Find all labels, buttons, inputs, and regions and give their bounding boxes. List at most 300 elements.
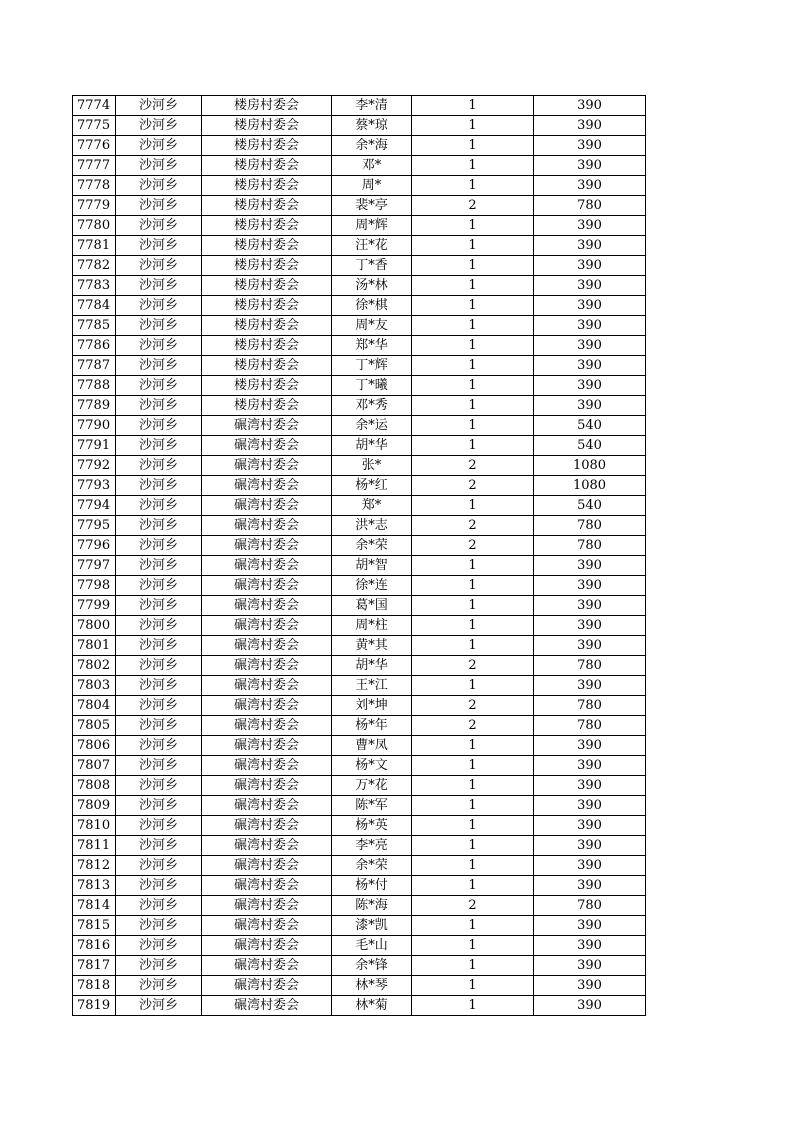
cell-township: 沙河乡 (116, 196, 202, 216)
cell-township: 沙河乡 (116, 276, 202, 296)
cell-township: 沙河乡 (116, 996, 202, 1016)
cell-amount: 390 (534, 556, 646, 576)
cell-township: 沙河乡 (116, 796, 202, 816)
cell-township: 沙河乡 (116, 296, 202, 316)
cell-township: 沙河乡 (116, 956, 202, 976)
cell-count: 2 (412, 476, 534, 496)
cell-name: 汤*林 (332, 276, 412, 296)
cell-count: 1 (412, 216, 534, 236)
cell-serial: 7792 (73, 456, 116, 476)
cell-serial: 7781 (73, 236, 116, 256)
cell-village: 碾湾村委会 (202, 876, 332, 896)
cell-township: 沙河乡 (116, 596, 202, 616)
cell-township: 沙河乡 (116, 256, 202, 276)
cell-village: 楼房村委会 (202, 296, 332, 316)
cell-name: 丁*辉 (332, 356, 412, 376)
cell-village: 碾湾村委会 (202, 696, 332, 716)
cell-name: 杨*年 (332, 716, 412, 736)
cell-village: 碾湾村委会 (202, 936, 332, 956)
cell-amount: 780 (534, 656, 646, 676)
cell-amount: 390 (534, 276, 646, 296)
cell-count: 1 (412, 596, 534, 616)
cell-serial: 7791 (73, 436, 116, 456)
cell-serial: 7797 (73, 556, 116, 576)
cell-name: 郑*华 (332, 336, 412, 356)
cell-village: 楼房村委会 (202, 316, 332, 336)
cell-amount: 390 (534, 756, 646, 776)
cell-village: 碾湾村委会 (202, 456, 332, 476)
cell-serial: 7795 (73, 516, 116, 536)
data-table (72, 95, 646, 1016)
cell-township: 沙河乡 (116, 776, 202, 796)
cell-amount: 540 (534, 436, 646, 456)
cell-village: 碾湾村委会 (202, 676, 332, 696)
cell-village: 碾湾村委会 (202, 856, 332, 876)
cell-township: 沙河乡 (116, 396, 202, 416)
table-row (73, 236, 646, 256)
cell-count: 1 (412, 636, 534, 656)
cell-serial: 7814 (73, 896, 116, 916)
table-row (73, 876, 646, 896)
cell-amount: 390 (534, 736, 646, 756)
table-row (73, 476, 646, 496)
cell-village: 楼房村委会 (202, 176, 332, 196)
cell-village: 碾湾村委会 (202, 516, 332, 536)
cell-amount: 390 (534, 216, 646, 236)
cell-village: 楼房村委会 (202, 236, 332, 256)
table-body (73, 96, 646, 1016)
cell-count: 1 (412, 976, 534, 996)
cell-serial: 7810 (73, 816, 116, 836)
cell-township: 沙河乡 (116, 716, 202, 736)
cell-count: 1 (412, 116, 534, 136)
cell-serial: 7817 (73, 956, 116, 976)
cell-township: 沙河乡 (116, 636, 202, 656)
cell-township: 沙河乡 (116, 536, 202, 556)
cell-count: 1 (412, 996, 534, 1016)
table-row (73, 356, 646, 376)
cell-village: 碾湾村委会 (202, 796, 332, 816)
cell-name: 邓* (332, 156, 412, 176)
cell-count: 1 (412, 376, 534, 396)
cell-amount: 390 (534, 996, 646, 1016)
table-row (73, 956, 646, 976)
cell-township: 沙河乡 (116, 816, 202, 836)
cell-count: 1 (412, 436, 534, 456)
cell-township: 沙河乡 (116, 236, 202, 256)
cell-township: 沙河乡 (116, 976, 202, 996)
cell-village: 碾湾村委会 (202, 996, 332, 1016)
cell-village: 碾湾村委会 (202, 536, 332, 556)
cell-name: 余*运 (332, 416, 412, 436)
cell-name: 杨*文 (332, 756, 412, 776)
cell-count: 1 (412, 316, 534, 336)
cell-count: 1 (412, 556, 534, 576)
cell-serial: 7777 (73, 156, 116, 176)
table-row (73, 856, 646, 876)
table-row (73, 176, 646, 196)
cell-count: 1 (412, 336, 534, 356)
table-row (73, 196, 646, 216)
cell-serial: 7806 (73, 736, 116, 756)
cell-village: 碾湾村委会 (202, 836, 332, 856)
table-row (73, 676, 646, 696)
cell-township: 沙河乡 (116, 556, 202, 576)
cell-amount: 780 (534, 716, 646, 736)
cell-count: 1 (412, 796, 534, 816)
cell-village: 楼房村委会 (202, 156, 332, 176)
cell-amount: 390 (534, 576, 646, 596)
table-row (73, 496, 646, 516)
cell-amount: 390 (534, 156, 646, 176)
cell-amount: 390 (534, 816, 646, 836)
cell-count: 1 (412, 876, 534, 896)
cell-amount: 1080 (534, 476, 646, 496)
cell-serial: 7778 (73, 176, 116, 196)
cell-serial: 7774 (73, 96, 116, 116)
cell-amount: 780 (534, 516, 646, 536)
table-row (73, 536, 646, 556)
cell-name: 蔡*琼 (332, 116, 412, 136)
cell-township: 沙河乡 (116, 496, 202, 516)
cell-amount: 390 (534, 96, 646, 116)
cell-village: 碾湾村委会 (202, 736, 332, 756)
cell-name: 余*荣 (332, 856, 412, 876)
cell-township: 沙河乡 (116, 856, 202, 876)
cell-township: 沙河乡 (116, 136, 202, 156)
cell-village: 碾湾村委会 (202, 496, 332, 516)
cell-serial: 7794 (73, 496, 116, 516)
cell-serial: 7799 (73, 596, 116, 616)
cell-township: 沙河乡 (116, 696, 202, 716)
cell-serial: 7775 (73, 116, 116, 136)
cell-village: 碾湾村委会 (202, 416, 332, 436)
cell-amount: 390 (534, 956, 646, 976)
cell-amount: 390 (534, 836, 646, 856)
cell-amount: 390 (534, 236, 646, 256)
cell-amount: 390 (534, 796, 646, 816)
cell-serial: 7786 (73, 336, 116, 356)
cell-name: 葛*国 (332, 596, 412, 616)
cell-amount: 780 (534, 696, 646, 716)
table-row (73, 736, 646, 756)
cell-name: 万*花 (332, 776, 412, 796)
cell-township: 沙河乡 (116, 576, 202, 596)
table-row (73, 796, 646, 816)
cell-count: 1 (412, 276, 534, 296)
cell-name: 陈*军 (332, 796, 412, 816)
cell-count: 1 (412, 916, 534, 936)
table-row (73, 276, 646, 296)
table-row (73, 716, 646, 736)
cell-serial: 7802 (73, 656, 116, 676)
cell-township: 沙河乡 (116, 96, 202, 116)
cell-name: 胡*智 (332, 556, 412, 576)
cell-count: 1 (412, 396, 534, 416)
cell-name: 林*菊 (332, 996, 412, 1016)
cell-serial: 7813 (73, 876, 116, 896)
cell-name: 杨*付 (332, 876, 412, 896)
cell-name: 毛*山 (332, 936, 412, 956)
cell-name: 王*江 (332, 676, 412, 696)
cell-township: 沙河乡 (116, 456, 202, 476)
cell-serial: 7815 (73, 916, 116, 936)
cell-amount: 390 (534, 176, 646, 196)
cell-township: 沙河乡 (116, 376, 202, 396)
cell-count: 2 (412, 716, 534, 736)
cell-name: 邓*秀 (332, 396, 412, 416)
cell-count: 2 (412, 536, 534, 556)
cell-township: 沙河乡 (116, 476, 202, 496)
table-row (73, 756, 646, 776)
cell-count: 1 (412, 176, 534, 196)
table-row (73, 416, 646, 436)
table-row (73, 96, 646, 116)
cell-name: 汪*花 (332, 236, 412, 256)
cell-count: 1 (412, 256, 534, 276)
cell-count: 1 (412, 856, 534, 876)
cell-township: 沙河乡 (116, 876, 202, 896)
cell-serial: 7819 (73, 996, 116, 1016)
cell-amount: 780 (534, 196, 646, 216)
cell-name: 周*柱 (332, 616, 412, 636)
table-row (73, 616, 646, 636)
cell-serial: 7776 (73, 136, 116, 156)
cell-name: 刘*坤 (332, 696, 412, 716)
cell-village: 碾湾村委会 (202, 616, 332, 636)
cell-count: 1 (412, 816, 534, 836)
table-row (73, 836, 646, 856)
cell-village: 楼房村委会 (202, 396, 332, 416)
cell-township: 沙河乡 (116, 176, 202, 196)
table-row (73, 816, 646, 836)
cell-count: 1 (412, 496, 534, 516)
cell-village: 碾湾村委会 (202, 756, 332, 776)
table-row (73, 296, 646, 316)
cell-township: 沙河乡 (116, 896, 202, 916)
cell-amount: 390 (534, 876, 646, 896)
cell-township: 沙河乡 (116, 416, 202, 436)
cell-serial: 7811 (73, 836, 116, 856)
cell-count: 1 (412, 156, 534, 176)
cell-village: 碾湾村委会 (202, 816, 332, 836)
table-row (73, 896, 646, 916)
table-row (73, 576, 646, 596)
cell-village: 楼房村委会 (202, 96, 332, 116)
cell-count: 1 (412, 576, 534, 596)
cell-village: 碾湾村委会 (202, 656, 332, 676)
cell-name: 曹*凤 (332, 736, 412, 756)
table-row (73, 936, 646, 956)
cell-name: 周*辉 (332, 216, 412, 236)
cell-township: 沙河乡 (116, 656, 202, 676)
cell-count: 1 (412, 416, 534, 436)
cell-count: 2 (412, 656, 534, 676)
cell-name: 张* (332, 456, 412, 476)
cell-name: 裴*亭 (332, 196, 412, 216)
cell-count: 1 (412, 776, 534, 796)
cell-village: 楼房村委会 (202, 136, 332, 156)
cell-amount: 390 (534, 616, 646, 636)
cell-amount: 1080 (534, 456, 646, 476)
cell-name: 丁*曦 (332, 376, 412, 396)
table-row (73, 256, 646, 276)
cell-serial: 7782 (73, 256, 116, 276)
cell-village: 碾湾村委会 (202, 956, 332, 976)
cell-village: 碾湾村委会 (202, 596, 332, 616)
cell-count: 1 (412, 296, 534, 316)
cell-serial: 7801 (73, 636, 116, 656)
cell-count: 1 (412, 236, 534, 256)
cell-serial: 7809 (73, 796, 116, 816)
table-row (73, 376, 646, 396)
table-row (73, 136, 646, 156)
cell-serial: 7808 (73, 776, 116, 796)
table-row (73, 916, 646, 936)
cell-township: 沙河乡 (116, 836, 202, 856)
cell-amount: 390 (534, 356, 646, 376)
table-row (73, 516, 646, 536)
cell-village: 楼房村委会 (202, 196, 332, 216)
cell-serial: 7790 (73, 416, 116, 436)
table-row (73, 636, 646, 656)
cell-township: 沙河乡 (116, 316, 202, 336)
cell-amount: 390 (534, 256, 646, 276)
cell-count: 1 (412, 836, 534, 856)
cell-amount: 390 (534, 596, 646, 616)
cell-name: 余*锋 (332, 956, 412, 976)
cell-township: 沙河乡 (116, 736, 202, 756)
cell-village: 楼房村委会 (202, 216, 332, 236)
table-row (73, 316, 646, 336)
cell-township: 沙河乡 (116, 436, 202, 456)
cell-township: 沙河乡 (116, 516, 202, 536)
cell-amount: 390 (534, 316, 646, 336)
cell-serial: 7798 (73, 576, 116, 596)
cell-township: 沙河乡 (116, 936, 202, 956)
cell-name: 李*清 (332, 96, 412, 116)
cell-name: 徐*连 (332, 576, 412, 596)
cell-village: 楼房村委会 (202, 376, 332, 396)
cell-amount: 390 (534, 376, 646, 396)
cell-township: 沙河乡 (116, 356, 202, 376)
cell-count: 2 (412, 896, 534, 916)
cell-name: 胡*华 (332, 436, 412, 456)
cell-count: 2 (412, 696, 534, 716)
cell-township: 沙河乡 (116, 916, 202, 936)
cell-amount: 780 (534, 536, 646, 556)
cell-amount: 390 (534, 976, 646, 996)
cell-township: 沙河乡 (116, 616, 202, 636)
cell-village: 碾湾村委会 (202, 896, 332, 916)
cell-count: 1 (412, 96, 534, 116)
cell-township: 沙河乡 (116, 676, 202, 696)
cell-name: 郑* (332, 496, 412, 516)
cell-amount: 390 (534, 296, 646, 316)
cell-village: 楼房村委会 (202, 276, 332, 296)
cell-name: 徐*棋 (332, 296, 412, 316)
cell-serial: 7789 (73, 396, 116, 416)
cell-count: 1 (412, 756, 534, 776)
table-row (73, 696, 646, 716)
table-row (73, 776, 646, 796)
cell-amount: 540 (534, 496, 646, 516)
table-row (73, 216, 646, 236)
cell-count: 2 (412, 456, 534, 476)
table-row (73, 596, 646, 616)
cell-amount: 780 (534, 896, 646, 916)
cell-serial: 7805 (73, 716, 116, 736)
cell-name: 杨*红 (332, 476, 412, 496)
cell-name: 漆*凯 (332, 916, 412, 936)
cell-village: 碾湾村委会 (202, 636, 332, 656)
table-row (73, 436, 646, 456)
cell-village: 楼房村委会 (202, 256, 332, 276)
cell-count: 1 (412, 356, 534, 376)
cell-count: 1 (412, 936, 534, 956)
cell-name: 丁*香 (332, 256, 412, 276)
table-row (73, 116, 646, 136)
cell-village: 碾湾村委会 (202, 476, 332, 496)
cell-name: 胡*华 (332, 656, 412, 676)
cell-serial: 7796 (73, 536, 116, 556)
cell-serial: 7807 (73, 756, 116, 776)
cell-name: 余*荣 (332, 536, 412, 556)
cell-serial: 7788 (73, 376, 116, 396)
table-row (73, 556, 646, 576)
cell-name: 余*海 (332, 136, 412, 156)
table-row (73, 156, 646, 176)
cell-serial: 7803 (73, 676, 116, 696)
cell-serial: 7818 (73, 976, 116, 996)
cell-count: 1 (412, 136, 534, 156)
cell-village: 楼房村委会 (202, 336, 332, 356)
cell-serial: 7784 (73, 296, 116, 316)
table-row (73, 456, 646, 476)
cell-village: 楼房村委会 (202, 356, 332, 376)
cell-count: 2 (412, 516, 534, 536)
cell-village: 碾湾村委会 (202, 916, 332, 936)
cell-serial: 7780 (73, 216, 116, 236)
cell-name: 洪*志 (332, 516, 412, 536)
table-row (73, 396, 646, 416)
cell-name: 杨*英 (332, 816, 412, 836)
table-row (73, 656, 646, 676)
cell-serial: 7793 (73, 476, 116, 496)
cell-name: 林*琴 (332, 976, 412, 996)
table-row (73, 976, 646, 996)
cell-village: 碾湾村委会 (202, 576, 332, 596)
table-row (73, 996, 646, 1016)
cell-name: 黄*其 (332, 636, 412, 656)
table-row (73, 336, 646, 356)
cell-amount: 390 (534, 136, 646, 156)
cell-amount: 390 (534, 676, 646, 696)
cell-serial: 7800 (73, 616, 116, 636)
cell-count: 2 (412, 196, 534, 216)
cell-amount: 390 (534, 936, 646, 956)
cell-serial: 7783 (73, 276, 116, 296)
cell-township: 沙河乡 (116, 756, 202, 776)
cell-serial: 7804 (73, 696, 116, 716)
cell-name: 陈*海 (332, 896, 412, 916)
cell-village: 楼房村委会 (202, 116, 332, 136)
cell-name: 周* (332, 176, 412, 196)
cell-township: 沙河乡 (116, 216, 202, 236)
cell-amount: 390 (534, 116, 646, 136)
cell-village: 碾湾村委会 (202, 436, 332, 456)
cell-serial: 7812 (73, 856, 116, 876)
